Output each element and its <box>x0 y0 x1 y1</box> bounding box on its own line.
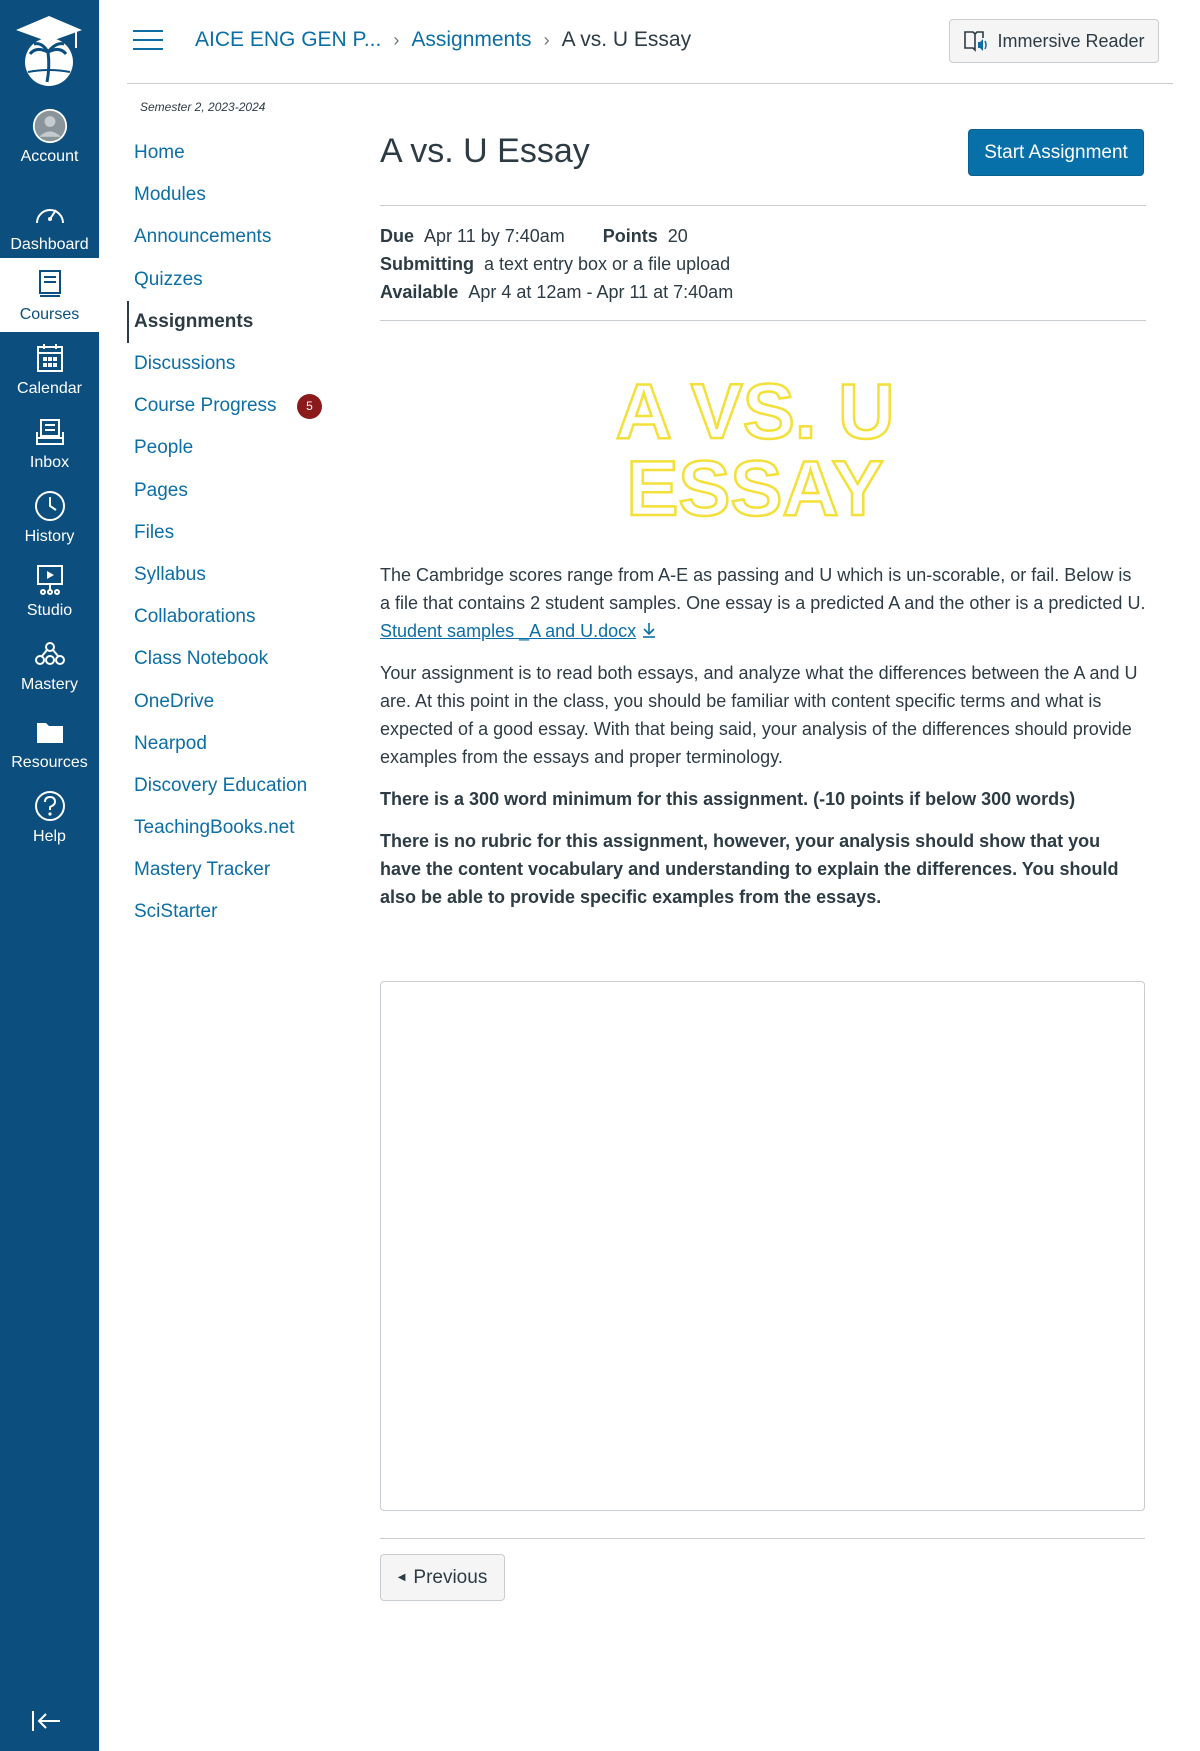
embedded-content-frame[interactable] <box>380 981 1145 1511</box>
semester-label: Semester 2, 2023-2024 <box>140 100 266 114</box>
breadcrumb-current: A vs. U Essay <box>561 28 692 51</box>
description-paragraph: Your assignment is to read both essays, and analyze what the differences between the A and U are. At this point in the class, you should be familiar with content specific terms and what is expected of a good essay. With that being said, your analysis of the differences should provide examples from the essays and proper terminology. <box>380 663 1138 767</box>
course-nav <box>127 100 357 934</box>
submitting-label: Submitting <box>380 254 474 274</box>
nav-resources[interactable] <box>0 706 99 780</box>
nav-label-history: History <box>24 528 75 545</box>
course-nav-collaborations[interactable]: Collaborations <box>134 606 256 628</box>
course-nav-syllabus[interactable]: Syllabus <box>134 563 206 585</box>
assignment-details <box>380 206 1146 321</box>
collapse-nav-button[interactable] <box>30 1708 70 1738</box>
description-paragraph <box>380 561 1146 645</box>
dashboard-icon <box>32 196 68 232</box>
hamburger-icon-bar <box>133 30 163 32</box>
details-row-available <box>380 278 1146 306</box>
available-value: Apr 4 at 12am - Apr 11 at 7:40am <box>468 282 734 302</box>
file-download-link[interactable]: Student samples _A and U.docx <box>380 621 637 641</box>
banner-line-2: ESSAY <box>626 444 884 521</box>
assignment-content <box>380 100 1146 925</box>
download-icon[interactable] <box>641 621 657 639</box>
immersive-reader-button[interactable] <box>949 19 1159 63</box>
course-nav-onedrive[interactable]: OneDrive <box>134 690 215 712</box>
calendar-icon <box>32 340 68 376</box>
nav-label-studio: Studio <box>26 602 73 619</box>
immersive-reader-icon <box>963 29 989 53</box>
course-nav-discovery-education[interactable]: Discovery Education <box>134 774 308 796</box>
studio-icon <box>32 562 68 598</box>
history-icon <box>32 488 68 524</box>
school-logo[interactable] <box>14 12 84 88</box>
nav-label-calendar: Calendar <box>17 380 82 397</box>
course-nav-quizzes[interactable]: Quizzes <box>134 268 203 290</box>
word-minimum-note: There is a 300 word minimum for this assignment. (-10 points if below 300 words) <box>380 789 1076 809</box>
banner-line-1: A VS. U <box>615 371 895 455</box>
previous-button[interactable] <box>380 1554 505 1601</box>
course-nav-assignments[interactable]: Assignments <box>127 301 357 343</box>
essay-banner-image <box>380 321 1146 561</box>
chevron-right-icon: › <box>543 29 550 50</box>
nav-label-account: Account <box>20 148 79 165</box>
submitting-value: a text entry box or a file upload <box>483 254 731 274</box>
page-title: A vs. U Essay <box>380 132 590 170</box>
nav-label-resources: Resources <box>11 754 88 771</box>
course-nav-mastery-tracker[interactable]: Mastery Tracker <box>134 859 271 881</box>
previous-label: Previous <box>413 1566 488 1588</box>
course-nav-discussions[interactable]: Discussions <box>134 353 236 375</box>
caret-left-icon: ◀ <box>397 1572 406 1583</box>
nav-label-courses: Courses <box>19 306 80 323</box>
paragraph-text: The Cambridge scores range from A-E as passing and U which is un-scorable, or fail. Below is a file that contains 2 student samples. One essay is a predicted A and the other is a predicted U. <box>380 565 1146 613</box>
available-label: Available <box>380 282 459 302</box>
nav-label-help: Help <box>33 828 66 845</box>
course-nav-label: Course Progress <box>134 395 277 417</box>
global-nav <box>0 0 99 1751</box>
points-label: Points <box>602 226 658 246</box>
details-row-submitting <box>380 250 1146 278</box>
page-header <box>127 0 1173 84</box>
folder-icon <box>32 714 68 750</box>
course-nav-nearpod[interactable]: Nearpod <box>134 732 207 754</box>
courses-icon <box>32 266 68 302</box>
nav-label-inbox: Inbox <box>29 454 70 471</box>
nav-calendar[interactable] <box>0 332 99 406</box>
breadcrumb-assignments[interactable]: Assignments <box>411 28 532 51</box>
nav-account[interactable] <box>0 100 99 174</box>
nav-history[interactable] <box>0 480 99 554</box>
nav-dashboard[interactable] <box>0 188 99 262</box>
assignment-description <box>380 561 1146 911</box>
mastery-icon <box>32 636 68 672</box>
due-label: Due <box>380 226 415 246</box>
help-icon <box>32 788 68 824</box>
inbox-icon <box>32 414 68 450</box>
hamburger-icon-bar <box>133 39 163 41</box>
due-value: Apr 11 by 7:40am <box>424 226 565 246</box>
nav-inbox[interactable] <box>0 406 99 480</box>
nav-mastery[interactable] <box>0 628 99 702</box>
course-nav-modules[interactable]: Modules <box>134 184 206 206</box>
nav-help[interactable] <box>0 780 99 854</box>
course-nav-home[interactable]: Home <box>134 142 185 164</box>
course-menu-toggle[interactable] <box>133 30 163 54</box>
title-row <box>380 100 1146 206</box>
immersive-reader-label: Immersive Reader <box>997 30 1145 51</box>
course-nav-teachingbooks[interactable]: TeachingBooks.net <box>134 817 295 839</box>
nav-label-mastery: Mastery <box>21 676 78 693</box>
collapse-arrow-icon <box>30 1708 62 1734</box>
nav-studio[interactable] <box>0 554 99 628</box>
nav-courses[interactable] <box>0 258 99 332</box>
course-nav-course-progress[interactable] <box>127 385 357 427</box>
chevron-right-icon: › <box>393 29 400 50</box>
course-nav-class-notebook[interactable]: Class Notebook <box>134 648 269 670</box>
footer-divider <box>380 1538 1145 1539</box>
account-avatar-icon <box>32 108 68 144</box>
points-value: 20 <box>667 226 688 246</box>
nav-label-dashboard: Dashboard <box>10 236 89 253</box>
breadcrumb-course[interactable]: AICE ENG GEN P... <box>195 28 382 51</box>
course-nav-pages[interactable]: Pages <box>134 479 188 501</box>
course-nav-scistarter[interactable]: SciStarter <box>134 901 218 923</box>
course-nav-people[interactable]: People <box>134 437 194 459</box>
start-assignment-button[interactable]: Start Assignment <box>968 129 1144 176</box>
details-row-due <box>380 222 1146 250</box>
rubric-note: There is no rubric for this assignment, however, your analysis should show that you have the content vocabulary and understanding to explain the differences. You should also be able to provide specific examples from the essays. <box>380 831 1119 907</box>
course-nav-announcements[interactable]: Announcements <box>134 226 272 248</box>
hamburger-icon-bar <box>133 48 163 50</box>
breadcrumb <box>195 28 691 52</box>
notification-badge: 5 <box>297 394 322 419</box>
course-nav-files[interactable]: Files <box>134 521 175 543</box>
